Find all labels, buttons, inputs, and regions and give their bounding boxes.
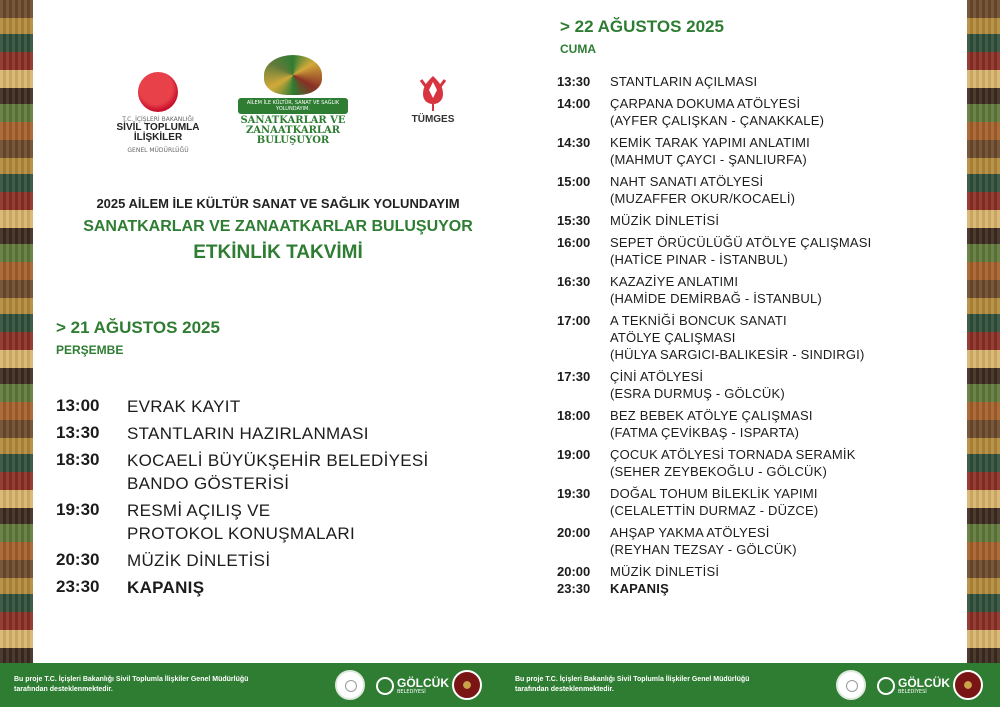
list-item <box>557 134 947 168</box>
event-title: BEZ BEBEK ATÖLYE ÇALIŞMASI <box>610 408 813 423</box>
event-logo-name: SANATKARLAR VE ZANAATKARLAR BULUŞUYOR <box>240 115 346 146</box>
event-host: (ESRA DURMUŞ - GÖLCÜK) <box>610 386 785 401</box>
list-item <box>56 422 476 445</box>
event-host: (REYHAN TEZSAY - GÖLCÜK) <box>610 542 797 557</box>
event-host: (AYFER ÇALIŞKAN - ÇANAKKALE) <box>610 113 825 128</box>
event-time: 16:30 <box>557 274 591 289</box>
left-decorative-border <box>0 0 33 663</box>
event-title: KAPANIŞ <box>610 581 669 596</box>
list-item <box>557 173 947 207</box>
header-line-2: SANATKARLAR VE ZANAATKARLAR BULUŞUYOR <box>83 218 473 235</box>
golcuk-logo <box>376 673 449 699</box>
event-time: 20:00 <box>557 525 591 540</box>
event-title: ÇİNİ ATÖLYESİ <box>610 369 704 384</box>
list-item <box>557 407 947 441</box>
event-emblem-icon <box>264 55 322 95</box>
logo-row <box>83 55 503 170</box>
event-time: 17:00 <box>557 313 591 328</box>
stk-logo <box>113 72 203 154</box>
event-title: STANTLARIN HAZIRLANMASI <box>127 424 369 443</box>
list-item <box>557 212 947 229</box>
golcuk-logo <box>877 673 950 699</box>
list-item <box>557 95 947 129</box>
event-title: KEMİK TARAK YAPIMI ANLATIMI <box>610 135 810 150</box>
event-title: RESMİ AÇILIŞ VE <box>127 501 271 520</box>
event-time: 15:00 <box>557 174 591 189</box>
list-item <box>557 73 947 90</box>
stk-subtitle: GENEL MÜDÜRLÜĞÜ <box>127 147 189 154</box>
list-item <box>557 563 947 580</box>
footer-note-right: Bu proje T.C. İçişleri Bakanlığı Sivil Toplumla İlişkiler Genel Müdürlüğü tarafından desteklenmektedir. <box>515 676 750 693</box>
event-host: (HÜLYA SARGICI-BALIKESİR - SINDIRGI) <box>610 347 865 362</box>
event-host: (MAHMUT ÇAYCI - ŞANLIURFA) <box>610 152 807 167</box>
event-time: 18:00 <box>557 408 591 423</box>
event-title-line2: BANDO GÖSTERİSİ <box>127 474 290 493</box>
golcuk-mark-icon <box>877 677 895 695</box>
event-title-line2: ATÖLYE ÇALIŞMASI <box>610 330 736 345</box>
event-time: 13:30 <box>56 423 100 442</box>
event-time: 16:00 <box>557 235 591 250</box>
event-logo-band: AİLEM İLE KÜLTÜR, SANAT VE SAĞLIK YOLUNDAYIM. <box>238 98 348 114</box>
event-time: 19:30 <box>557 486 591 501</box>
event-title: KOCAELİ BÜYÜKŞEHİR BELEDİYESİ <box>127 451 429 470</box>
day2-date: > 22 AĞUSTOS 2025 <box>560 17 724 36</box>
event-host: (SEHER ZEYBEKOĞLU - GÖLCÜK) <box>610 464 828 479</box>
event-title: KAZAZİYE ANLATIMI <box>610 274 739 289</box>
event-time: 19:30 <box>56 500 100 519</box>
golcuk-name: GÖLCÜK <box>898 676 950 690</box>
event-host: (FATMA ÇEVİKBAŞ - ISPARTA) <box>610 425 800 440</box>
event-title: MÜZİK DİNLETİSİ <box>610 564 720 579</box>
event-time: 20:30 <box>56 550 100 569</box>
day1-event-list <box>56 395 476 603</box>
event-title: ÇOCUK ATÖLYESİ TORNADA SERAMİK <box>610 447 856 462</box>
event-title: ÇARPANA DOKUMA ATÖLYESİ <box>610 96 801 111</box>
event-time: 23:30 <box>557 581 591 596</box>
event-logo <box>238 55 348 146</box>
event-time: 19:00 <box>557 447 591 462</box>
event-host: (MUZAFFER OKUR/KOCAELİ) <box>610 191 796 206</box>
right-decorative-border <box>967 0 1000 663</box>
event-time: 20:00 <box>557 564 591 579</box>
footer-note-left: Bu proje T.C. İçişleri Bakanlığı Sivil Toplumla İlişkiler Genel Müdürlüğü tarafından desteklenmektedir. <box>14 676 249 693</box>
event-host: (HAMİDE DEMİRBAĞ - İSTANBUL) <box>610 291 822 306</box>
golcuk-name: GÖLCÜK <box>397 676 449 690</box>
event-host: (CELALETTİN DURMAZ - DÜZCE) <box>610 503 819 518</box>
list-item <box>557 234 947 268</box>
day2-event-list <box>557 73 947 602</box>
tumges-name: TÜMGES <box>411 114 455 125</box>
stk-ministry-label: T.C. İÇİŞLERİ BAKANLIĞI <box>122 116 194 123</box>
event-title: NAHT SANATI ATÖLYESİ <box>610 174 764 189</box>
list-item <box>56 576 476 599</box>
day1-date: > 21 AĞUSTOS 2025 <box>56 318 220 337</box>
event-title: STANTLARIN AÇILMASI <box>610 74 758 89</box>
day2-weekday: CUMA <box>560 42 596 56</box>
event-time: 17:30 <box>557 369 591 384</box>
stk-name: SİVİL TOPLUMLA İLİŞKİLER <box>116 122 200 143</box>
event-title: SEPET ÖRÜCÜLÜĞÜ ATÖLYE ÇALIŞMASI <box>610 235 872 250</box>
header-line-1: 2025 AİLEM İLE KÜLTÜR SANAT VE SAĞLIK YOLUNDAYIM <box>96 196 460 211</box>
event-title: DOĞAL TOHUM BİLEKLİK YAPIMI <box>610 486 818 501</box>
event-time: 14:30 <box>557 135 591 150</box>
event-title: MÜZİK DİNLETİSİ <box>610 213 720 228</box>
event-time: 18:30 <box>56 450 100 469</box>
list-item <box>557 368 947 402</box>
event-title: EVRAK KAYIT <box>127 397 241 416</box>
event-title: A TEKNİĞİ BONCUK SANATI <box>610 313 787 328</box>
golcuk-subtitle: BELEDİYESİ <box>898 689 927 695</box>
event-time: 13:00 <box>56 396 100 415</box>
event-title: KAPANIŞ <box>127 578 205 597</box>
event-title: MÜZİK DİNLETİSİ <box>127 551 271 570</box>
event-time: 23:30 <box>56 577 100 596</box>
golcuk-mark-icon <box>376 677 394 695</box>
stk-emblem-icon <box>138 72 178 112</box>
page-title: ETKİNLİK TAKVİMİ <box>193 242 363 263</box>
tumges-logo <box>398 72 468 125</box>
golcuk-subtitle: BELEDİYESİ <box>397 689 426 695</box>
event-title: AHŞAP YAKMA ATÖLYESİ <box>610 525 770 540</box>
ministry-seal-icon <box>335 670 365 700</box>
schedule-page <box>33 0 967 663</box>
list-item <box>557 524 947 558</box>
governorship-seal-icon <box>452 670 482 700</box>
event-time: 15:30 <box>557 213 591 228</box>
list-item <box>557 446 947 480</box>
list-item <box>557 485 947 519</box>
event-time: 13:30 <box>557 74 591 89</box>
day1-weekday: PERŞEMBE <box>56 343 124 357</box>
tulip-icon <box>415 72 451 112</box>
footer-bar <box>0 663 1000 707</box>
event-host: (HATİCE PINAR - İSTANBUL) <box>610 252 788 267</box>
list-item <box>56 449 476 495</box>
list-item <box>557 273 947 307</box>
governorship-seal-icon <box>953 670 983 700</box>
list-item <box>56 499 476 545</box>
list-item <box>56 549 476 572</box>
list-item <box>56 395 476 418</box>
event-time: 14:00 <box>557 96 591 111</box>
list-item <box>557 580 947 597</box>
event-title-line2: PROTOKOL KONUŞMALARI <box>127 524 355 543</box>
ministry-seal-icon <box>836 670 866 700</box>
list-item <box>557 312 947 363</box>
